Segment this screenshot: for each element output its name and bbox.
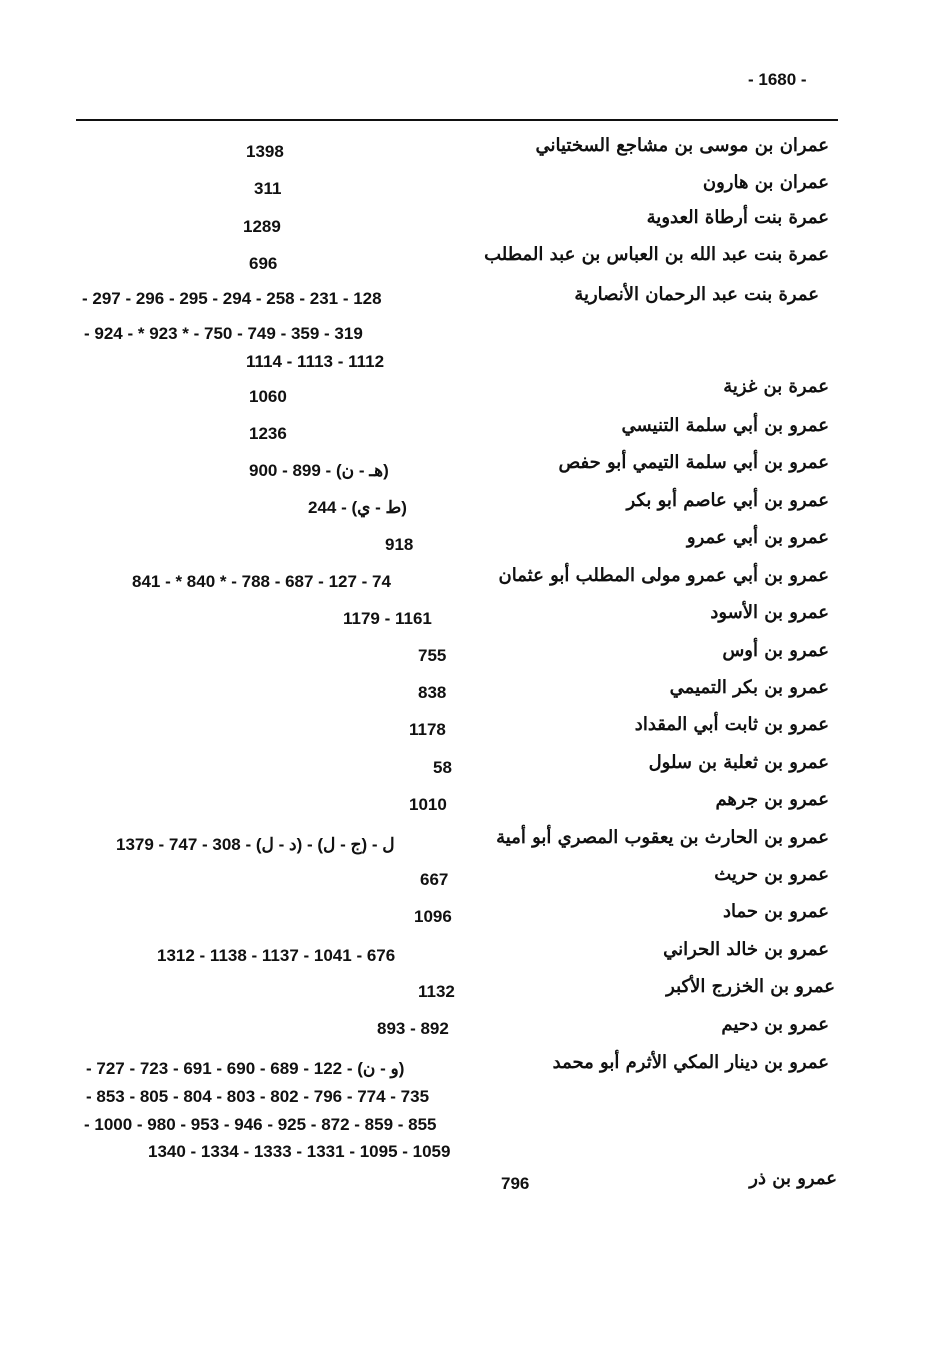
page-reference: 1132 (418, 982, 455, 1001)
index-entry-name: عمرو بن الخزرج الأكبر (666, 976, 835, 997)
index-entry-name: عمرو بن أبي عاصم أبو بكر (626, 490, 829, 511)
index-entry-name: عمرو بن الأسود (710, 602, 829, 623)
page-reference: 1114 - 1113 - 1112 (246, 352, 385, 371)
page-reference: 1096 (414, 907, 452, 926)
page-reference: 1179 - 1161 (343, 609, 432, 628)
index-entry-name: عمرو بن ذر (749, 1168, 837, 1189)
page-reference: 893 - 892 (377, 1019, 449, 1038)
index-entry-name: عمرو بن دحيم (721, 1014, 829, 1035)
page-reference: 1060 (249, 387, 287, 406)
index-entry-name: عمرو بن حريث (714, 864, 829, 885)
index-entry-name: عمرو بن الحارث بن يعقوب المصري أبو أمية (496, 827, 829, 848)
index-entry-name: عمرو بن جرهم (715, 789, 829, 810)
page-reference: 796 (501, 1174, 530, 1193)
page-reference: 1398 (246, 142, 284, 161)
index-entry-name: عمران بن هارون (702, 172, 829, 193)
index-entry-name: عمرو بن ثابت أبي المقداد (634, 714, 829, 735)
page-reference: 1340 - 1334 - 1333 - 1331 - 1095 - 1059 (148, 1142, 451, 1161)
index-entry-name: عمرو بن أبي سلمة التيمي أبو حفص (558, 452, 829, 473)
page-reference: - 297 - 296 - 295 - 294 - 258 - 231 - 128 (82, 289, 382, 308)
index-entry-name: عمرو بن أوس (722, 640, 829, 661)
page-reference: 755 (418, 646, 447, 665)
page-number: - 1680 - (748, 70, 807, 89)
page-reference: 58 (433, 758, 452, 777)
index-entry-name: عمرو بن ثعلبة بن سلول (648, 752, 829, 773)
page-reference: - 924 - * 923 * - 750 - 749 - 359 - 319 (84, 324, 363, 343)
page-reference: 1289 (243, 217, 281, 236)
page-reference: 1178 (409, 720, 446, 739)
index-entry-name: عمرة بن غزية (723, 376, 829, 397)
header-rule (76, 119, 838, 121)
page-reference: 667 (420, 870, 449, 889)
index-entry-name: عمران بن موسى بن مشاجع السختياني (535, 135, 829, 156)
page-reference: 1236 (249, 424, 287, 443)
page-reference: 1312 - 1138 - 1137 - 1041 - 676 (157, 946, 396, 965)
page-reference: 918 (385, 535, 414, 554)
page-reference: - 853 - 805 - 804 - 803 - 802 - 796 - 774 - 735 (86, 1087, 430, 1106)
page-reference: 244 - (ط - ي) (308, 498, 407, 517)
page-reference: 841 - * 840 * - 788 - 687 - 127 - 74 (132, 572, 391, 591)
page-reference: 311 (254, 179, 282, 198)
index-entry-name: عمرو بن أبي عمرو مولى المطلب أبو عثمان (498, 565, 829, 586)
index-entry-name: عمرو بن حماد (722, 901, 829, 922)
index-entry-name: عمرة بنت أرطاة العدوية (646, 207, 829, 228)
page-reference: 1010 (409, 795, 447, 814)
index-entry-name: عمرة بنت عبد الرحمان الأنصارية (574, 284, 819, 305)
page-reference: - 727 - 723 - 691 - 690 - 689 - 122 - (و - ن) (86, 1059, 405, 1078)
index-entry-name: عمرو بن بكر التميمي (669, 677, 829, 698)
page-reference: 1379 - 747 - 308 - (د - ل) - (ج - ل) - ل (116, 835, 395, 854)
page-reference: 900 - 899 - (هـ - ن) (249, 461, 389, 480)
page-reference: 838 (418, 683, 447, 702)
index-entry-name: عمرو بن أبي سلمة التنيسي (621, 415, 829, 436)
index-entry-name: عمرو بن خالد الحراني (663, 939, 829, 960)
page-reference: - 1000 - 980 - 953 - 946 - 925 - 872 - 859 - 855 (84, 1115, 437, 1134)
index-entry-name: عمرو بن أبي عمرو (686, 527, 829, 548)
index-entry-name: عمرة بنت عبد الله بن العباس بن عبد المطلب (484, 244, 829, 265)
page-reference: 696 (249, 254, 278, 273)
index-entry-name: عمرو بن دينار المكي الأثرم أبو محمد (552, 1052, 829, 1073)
